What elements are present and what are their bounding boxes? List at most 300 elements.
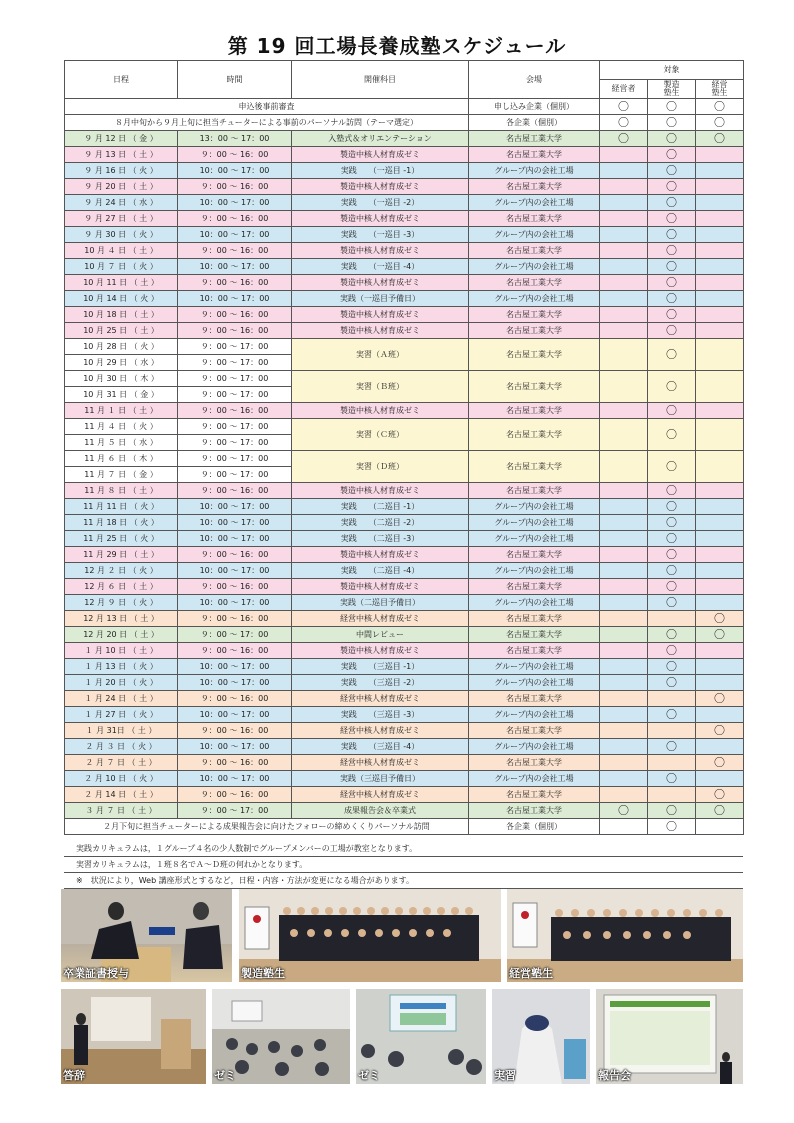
row-venue: 名古屋工業大学	[469, 211, 600, 227]
target-mark: 〇	[666, 380, 677, 393]
row-date: 10 月 ７ 日 （ 火 ）	[65, 259, 178, 275]
target-mark: 〇	[666, 644, 677, 657]
row-time: ９：00 ～ 16：00	[178, 643, 292, 659]
header-target: 対象	[600, 61, 744, 80]
header-target-management: 経営 塾生	[696, 80, 744, 99]
table-row	[65, 771, 744, 787]
photo-seminar-2	[356, 989, 486, 1084]
target-cell	[648, 675, 696, 691]
row-subject: 製造中核人材育成ゼミ	[292, 643, 469, 659]
photo-management-students	[507, 889, 743, 982]
row-time: 10：00 ～ 17：00	[178, 227, 292, 243]
target-cell	[648, 547, 696, 563]
target-cell	[600, 643, 648, 659]
row-venue: 各企業（個別）	[469, 115, 600, 131]
row-subject: 実践 （二巡目 -4）	[292, 563, 469, 579]
target-cell	[648, 243, 696, 259]
row-venue: 名古屋工業大学	[469, 243, 600, 259]
table-row	[65, 275, 744, 291]
row-date: ２ 月 14 日 （ 土 ）	[65, 787, 178, 803]
row-date: ９ 月 13 日 （ 土 ）	[65, 147, 178, 163]
row-date: 11 月 ６ 日 （ 木 ）	[65, 451, 178, 467]
row-subject: 実践（三巡目予備日）	[292, 771, 469, 787]
row-venue: グループ内の会社工場	[469, 675, 600, 691]
photo-caption: ゼミ	[358, 1069, 380, 1082]
row-venue: 名古屋工業大学	[469, 723, 600, 739]
target-mark: 〇	[714, 116, 725, 129]
row-venue: 各企業（個別）	[469, 819, 600, 835]
target-cell	[648, 211, 696, 227]
target-cell	[696, 611, 744, 627]
header-venue: 会場	[469, 61, 600, 99]
row-time: 10：00 ～ 17：00	[178, 707, 292, 723]
table-row	[65, 547, 744, 563]
row-venue: グループ内の会社工場	[469, 659, 600, 675]
row-date: ９ 月 20 日 （ 土 ）	[65, 179, 178, 195]
target-mark: 〇	[666, 564, 677, 577]
target-cell	[600, 739, 648, 755]
target-cell	[696, 739, 744, 755]
row-venue: 名古屋工業大学	[469, 803, 600, 819]
row-subject: 実践 （一巡目 -2）	[292, 195, 469, 211]
target-mark: 〇	[618, 100, 629, 113]
target-cell	[696, 99, 744, 115]
table-row	[65, 723, 744, 739]
row-description: ２月下旬に担当チューターによる成果報告会に向けたフォローの締めくくりパーソナル訪問	[65, 819, 469, 835]
target-cell	[600, 659, 648, 675]
target-cell	[696, 595, 744, 611]
row-date: 10 月 ４ 日 （ 土 ）	[65, 243, 178, 259]
row-subject: 製造中核人材育成ゼミ	[292, 483, 469, 499]
row-time: ９：00 ～ 16：00	[178, 403, 292, 419]
row-venue: 申し込み企業（個別）	[469, 99, 600, 115]
row-subject: 実践 （三巡目 -3）	[292, 707, 469, 723]
row-time: ９：00 ～ 16：00	[178, 611, 292, 627]
row-subject: 実践 （二巡目 -3）	[292, 531, 469, 547]
row-venue: 名古屋工業大学	[469, 371, 600, 403]
target-cell	[600, 771, 648, 787]
target-mark: 〇	[666, 276, 677, 289]
row-venue: 名古屋工業大学	[469, 579, 600, 595]
target-cell	[600, 819, 648, 835]
target-cell	[600, 195, 648, 211]
row-date: 12 月 ２ 日 （ 火 ）	[65, 563, 178, 579]
row-venue: グループ内の会社工場	[469, 291, 600, 307]
row-subject: 実践（一巡目予備日）	[292, 291, 469, 307]
target-cell	[696, 323, 744, 339]
row-time: ９：00 ～ 17：00	[178, 467, 292, 483]
row-time: ９：00 ～ 16：00	[178, 723, 292, 739]
row-time: 10：00 ～ 17：00	[178, 595, 292, 611]
target-cell	[648, 627, 696, 643]
row-time: 13：00 ～ 17：00	[178, 131, 292, 147]
target-cell	[696, 771, 744, 787]
row-date: 11 月 １ 日 （ 土 ）	[65, 403, 178, 419]
row-date: 11 月 ８ 日 （ 土 ）	[65, 483, 178, 499]
row-venue: 名古屋工業大学	[469, 403, 600, 419]
row-description: ８月中旬から９月上旬に担当チューターによる事前のパーソナル訪問（テーマ選定）	[65, 115, 469, 131]
table-row	[65, 531, 744, 547]
row-date: 10 月 18 日 （ 土 ）	[65, 307, 178, 323]
target-mark: 〇	[618, 132, 629, 145]
row-date: 11 月 25 日 （ 火 ）	[65, 531, 178, 547]
target-mark: 〇	[666, 532, 677, 545]
target-cell	[696, 163, 744, 179]
target-cell	[696, 723, 744, 739]
target-cell	[648, 819, 696, 835]
target-mark: 〇	[666, 196, 677, 209]
target-cell	[696, 755, 744, 771]
target-cell	[696, 371, 744, 403]
table-row	[65, 147, 744, 163]
target-mark: 〇	[666, 740, 677, 753]
note-line: 実践カリキュラムは，１グループ４名の少人数制でグループメンバーの工場が教室となります。	[64, 841, 743, 857]
row-venue: 名古屋工業大学	[469, 611, 600, 627]
target-cell	[696, 259, 744, 275]
target-cell	[600, 243, 648, 259]
target-cell	[696, 227, 744, 243]
table-row	[65, 227, 744, 243]
target-cell	[696, 339, 744, 371]
table-row	[65, 243, 744, 259]
row-subject: 経営中核人材育成ゼミ	[292, 691, 469, 707]
table-row	[65, 131, 744, 147]
target-cell	[600, 163, 648, 179]
target-cell	[600, 371, 648, 403]
row-time: 10：00 ～ 17：00	[178, 675, 292, 691]
row-time: 10：00 ～ 17：00	[178, 499, 292, 515]
row-date: 12 月 20 日 （ 土 ）	[65, 627, 178, 643]
row-time: ９：00 ～ 16：00	[178, 755, 292, 771]
row-venue: グループ内の会社工場	[469, 595, 600, 611]
target-cell	[648, 579, 696, 595]
table-row	[65, 371, 744, 387]
row-venue: グループ内の会社工場	[469, 195, 600, 211]
table-row	[65, 803, 744, 819]
row-venue: 名古屋工業大学	[469, 691, 600, 707]
header-time: 時間	[178, 61, 292, 99]
row-date: 12 月 ９ 日 （ 火 ）	[65, 595, 178, 611]
photo-manufacturing-students	[239, 889, 501, 982]
target-cell	[600, 179, 648, 195]
photo-graduation-certificate	[61, 889, 232, 982]
row-subject: 製造中核人材育成ゼミ	[292, 147, 469, 163]
row-time: 10：00 ～ 17：00	[178, 195, 292, 211]
table-row	[65, 627, 744, 643]
row-subject: 製造中核人材育成ゼミ	[292, 403, 469, 419]
target-mark: 〇	[666, 244, 677, 257]
target-cell	[696, 451, 744, 483]
target-cell	[648, 771, 696, 787]
row-venue: 名古屋工業大学	[469, 451, 600, 483]
table-row	[65, 515, 744, 531]
target-cell	[600, 675, 648, 691]
row-venue: グループ内の会社工場	[469, 259, 600, 275]
target-cell	[696, 275, 744, 291]
header-target-executive: 経営者	[600, 80, 648, 99]
row-time: ９：00 ～ 16：00	[178, 243, 292, 259]
target-cell	[648, 99, 696, 115]
target-mark: 〇	[666, 596, 677, 609]
row-subject: 経営中核人材育成ゼミ	[292, 787, 469, 803]
row-time: 10：00 ～ 17：00	[178, 515, 292, 531]
target-cell	[648, 611, 696, 627]
row-date: 11 月 ４ 日 （ 火 ）	[65, 419, 178, 435]
target-cell	[696, 499, 744, 515]
target-cell	[696, 243, 744, 259]
target-cell	[696, 531, 744, 547]
target-cell	[600, 723, 648, 739]
photo-practical-training	[492, 989, 590, 1084]
row-date: 10 月 11 日 （ 土 ）	[65, 275, 178, 291]
target-mark: 〇	[666, 628, 677, 641]
row-date: １ 月 13 日 （ 火 ）	[65, 659, 178, 675]
target-mark: 〇	[618, 116, 629, 129]
target-cell	[696, 515, 744, 531]
target-cell	[648, 131, 696, 147]
target-mark: 〇	[666, 708, 677, 721]
target-cell	[648, 787, 696, 803]
notes	[64, 841, 743, 889]
target-cell	[648, 371, 696, 403]
target-cell	[648, 499, 696, 515]
row-subject: 実践 （一巡目 -1）	[292, 163, 469, 179]
target-mark: 〇	[666, 404, 677, 417]
photo-caption: 経営塾生	[509, 967, 553, 980]
target-cell	[600, 323, 648, 339]
row-venue: 名古屋工業大学	[469, 547, 600, 563]
row-time: ９：00 ～ 16：00	[178, 691, 292, 707]
row-time: ９：00 ～ 16：00	[178, 483, 292, 499]
target-cell	[696, 403, 744, 419]
row-time: 10：00 ～ 17：00	[178, 563, 292, 579]
target-cell	[696, 547, 744, 563]
target-cell	[696, 563, 744, 579]
row-date: 12 月 ６ 日 （ 土 ）	[65, 579, 178, 595]
row-subject: 経営中核人材育成ゼミ	[292, 723, 469, 739]
target-mark: 〇	[714, 756, 725, 769]
target-cell	[600, 403, 648, 419]
photo-seminar-1	[212, 989, 350, 1084]
target-mark: 〇	[714, 100, 725, 113]
table-row	[65, 163, 744, 179]
target-cell	[600, 499, 648, 515]
row-subject: 成果報告会＆卒業式	[292, 803, 469, 819]
row-subject: 実践 （三巡目 -2）	[292, 675, 469, 691]
target-cell	[600, 531, 648, 547]
photo-caption: ゼミ	[214, 1069, 236, 1082]
row-time: ９：00 ～ 16：00	[178, 179, 292, 195]
table-row	[65, 643, 744, 659]
target-cell	[600, 451, 648, 483]
table-row	[65, 451, 744, 467]
target-mark: 〇	[666, 580, 677, 593]
target-mark: 〇	[666, 100, 677, 113]
target-cell	[696, 483, 744, 499]
target-mark: 〇	[714, 692, 725, 705]
table-row	[65, 739, 744, 755]
table-row	[65, 595, 744, 611]
target-cell	[648, 195, 696, 211]
photo-reply-speech	[61, 989, 206, 1084]
row-subject: 経営中核人材育成ゼミ	[292, 755, 469, 771]
table-row	[65, 403, 744, 419]
row-subject: 製造中核人材育成ゼミ	[292, 179, 469, 195]
row-subject: 実習（Ｂ班）	[292, 371, 469, 403]
target-cell	[696, 291, 744, 307]
row-venue: 名古屋工業大学	[469, 323, 600, 339]
target-cell	[648, 291, 696, 307]
target-cell	[648, 227, 696, 243]
target-cell	[600, 515, 648, 531]
row-venue: グループ内の会社工場	[469, 771, 600, 787]
row-subject: 製造中核人材育成ゼミ	[292, 211, 469, 227]
table-row	[65, 259, 744, 275]
row-subject: 実践 （三巡目 -1）	[292, 659, 469, 675]
row-subject: 実践 （三巡目 -4）	[292, 739, 469, 755]
target-cell	[648, 739, 696, 755]
target-cell	[648, 259, 696, 275]
target-mark: 〇	[714, 628, 725, 641]
target-mark: 〇	[666, 676, 677, 689]
header-subject: 開催科目	[292, 61, 469, 99]
target-mark: 〇	[666, 460, 677, 473]
target-cell	[648, 115, 696, 131]
row-subject: 中間レビュー	[292, 627, 469, 643]
row-subject: 製造中核人材育成ゼミ	[292, 243, 469, 259]
target-mark: 〇	[666, 308, 677, 321]
schedule-table	[64, 60, 744, 835]
row-date: 11 月 29 日 （ 土 ）	[65, 547, 178, 563]
row-venue: 名古屋工業大学	[469, 131, 600, 147]
row-time: ９：00 ～ 16：00	[178, 547, 292, 563]
note-line: 実習カリキュラムは，１班８名でＡ～Ｄ班の何れかとなります。	[64, 857, 743, 873]
row-date: ２ 月 ７ 日 （ 土 ）	[65, 755, 178, 771]
table-row	[65, 483, 744, 499]
table-row	[65, 211, 744, 227]
row-time: ９：00 ～ 17：00	[178, 387, 292, 403]
target-mark: 〇	[666, 516, 677, 529]
table-row	[65, 99, 744, 115]
row-time: ９：00 ～ 16：00	[178, 579, 292, 595]
row-time: 10：00 ～ 17：00	[178, 659, 292, 675]
row-subject: 製造中核人材育成ゼミ	[292, 579, 469, 595]
target-cell	[648, 691, 696, 707]
target-cell	[648, 163, 696, 179]
photo-caption: 製造塾生	[241, 967, 285, 980]
row-venue: グループ内の会社工場	[469, 515, 600, 531]
target-cell	[648, 179, 696, 195]
row-venue: グループ内の会社工場	[469, 227, 600, 243]
table-row	[65, 115, 744, 131]
target-cell	[600, 691, 648, 707]
row-time: 10：00 ～ 17：00	[178, 291, 292, 307]
table-row	[65, 323, 744, 339]
target-cell	[696, 579, 744, 595]
target-cell	[696, 659, 744, 675]
table-row	[65, 291, 744, 307]
row-subject: 実践 （一巡目 -4）	[292, 259, 469, 275]
target-cell	[600, 627, 648, 643]
row-date: １ 月 24 日 （ 土 ）	[65, 691, 178, 707]
target-cell	[648, 275, 696, 291]
row-time: ９：00 ～ 16：00	[178, 211, 292, 227]
row-subject: 製造中核人材育成ゼミ	[292, 307, 469, 323]
row-date: １ 月 31日 （ 土 ）	[65, 723, 178, 739]
target-mark: 〇	[714, 724, 725, 737]
target-cell	[648, 707, 696, 723]
row-date: ９ 月 16 日 （ 火 ）	[65, 163, 178, 179]
target-mark: 〇	[666, 324, 677, 337]
target-cell	[600, 707, 648, 723]
target-mark: 〇	[666, 660, 677, 673]
row-subject: 実践（二巡目予備日）	[292, 595, 469, 611]
row-venue: グループ内の会社工場	[469, 163, 600, 179]
row-venue: グループ内の会社工場	[469, 739, 600, 755]
table-row	[65, 563, 744, 579]
row-subject: 入塾式＆オリエンテーション	[292, 131, 469, 147]
table-row	[65, 787, 744, 803]
row-time: ９：00 ～ 16：00	[178, 307, 292, 323]
table-row	[65, 419, 744, 435]
row-subject: 実習（Ｄ班）	[292, 451, 469, 483]
table-row	[65, 339, 744, 355]
target-cell	[600, 339, 648, 371]
row-date: 10 月 31 日 （ 金 ）	[65, 387, 178, 403]
row-time: ９：00 ～ 16：00	[178, 275, 292, 291]
row-venue: 名古屋工業大学	[469, 307, 600, 323]
target-cell	[696, 131, 744, 147]
table-row	[65, 755, 744, 771]
row-venue: 名古屋工業大学	[469, 275, 600, 291]
target-cell	[648, 755, 696, 771]
target-cell	[696, 195, 744, 211]
row-venue: グループ内の会社工場	[469, 499, 600, 515]
target-mark: 〇	[666, 820, 677, 833]
target-cell	[648, 323, 696, 339]
row-subject: 実習（Ａ班）	[292, 339, 469, 371]
row-subject: 実習（Ｃ班）	[292, 419, 469, 451]
row-venue: 名古屋工業大学	[469, 483, 600, 499]
header-date: 日程	[65, 61, 178, 99]
target-cell	[648, 803, 696, 819]
target-cell	[648, 451, 696, 483]
table-row	[65, 707, 744, 723]
target-cell	[600, 211, 648, 227]
target-mark: 〇	[666, 292, 677, 305]
row-venue: 名古屋工業大学	[469, 419, 600, 451]
photo-report-meeting	[596, 989, 743, 1084]
target-cell	[600, 611, 648, 627]
target-cell	[696, 819, 744, 835]
table-row	[65, 307, 744, 323]
table-row	[65, 675, 744, 691]
target-cell	[696, 675, 744, 691]
page-title: 第 19 回工場長養成塾スケジュール	[227, 34, 567, 58]
target-cell	[648, 403, 696, 419]
table-row	[65, 179, 744, 195]
target-cell	[600, 99, 648, 115]
target-cell	[648, 595, 696, 611]
table-row	[65, 579, 744, 595]
target-cell	[648, 643, 696, 659]
target-cell	[600, 259, 648, 275]
row-time: 10：00 ～ 17：00	[178, 739, 292, 755]
target-cell	[600, 595, 648, 611]
row-date: ９ 月 24 日 （ 水 ）	[65, 195, 178, 211]
target-cell	[648, 515, 696, 531]
target-cell	[600, 307, 648, 323]
